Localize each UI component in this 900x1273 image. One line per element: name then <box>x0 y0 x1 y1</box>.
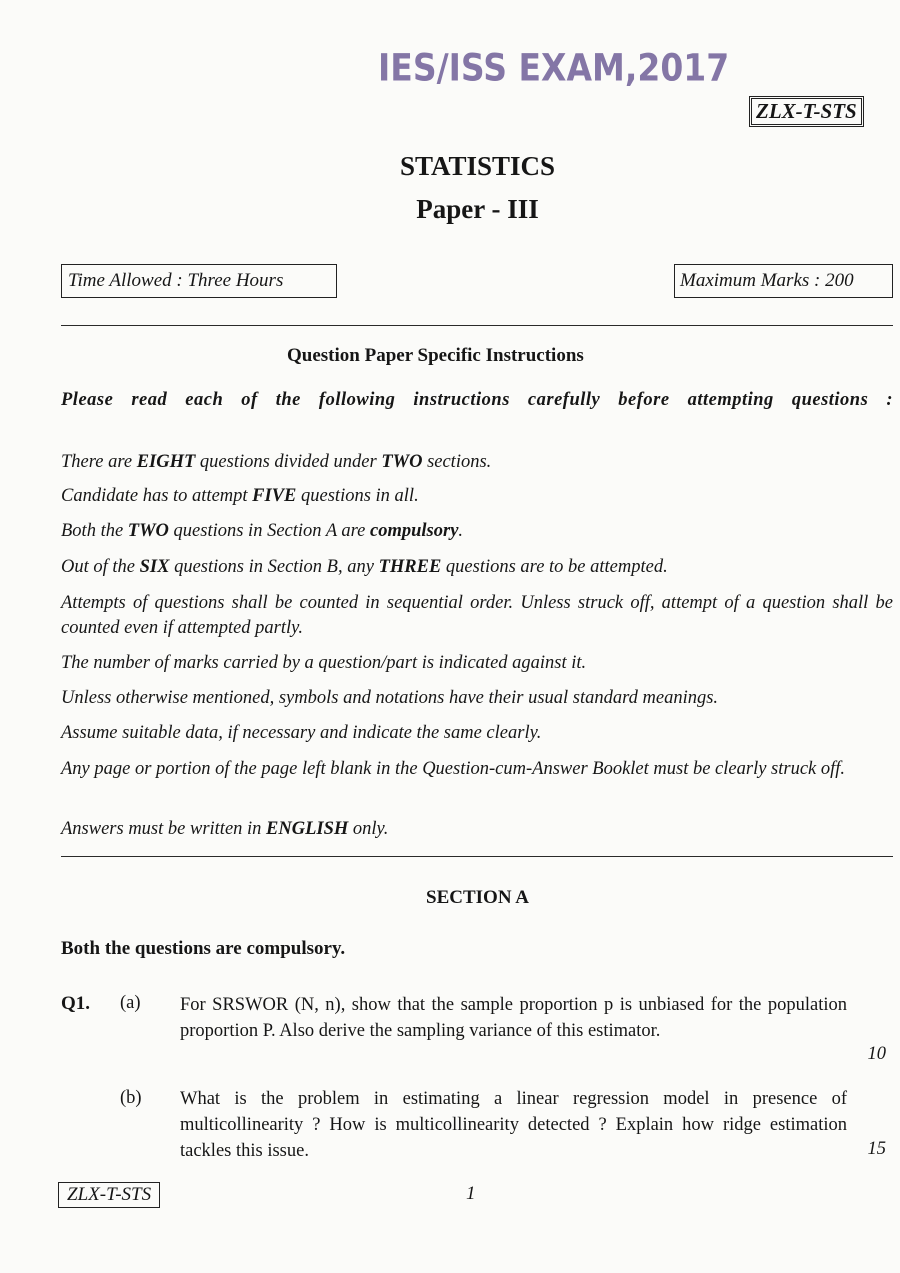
instruction-item: Both the TWO questions in Section A are compulsory. <box>61 521 464 541</box>
instruction-item: Assume suitable data, if necessary and indicate the same clearly. <box>61 723 542 743</box>
question-part-label: (b) <box>120 1088 142 1108</box>
subject-title: STATISTICS <box>399 151 556 181</box>
maximum-marks-box: Maximum Marks : 200 <box>674 264 893 298</box>
instruction-item: The number of marks carried by a question/part is indicated against it. <box>61 653 587 673</box>
paper-code-box: ZLX-T-STS <box>749 96 864 127</box>
paper-title: Paper - III <box>416 194 539 224</box>
instruction-item: Unless otherwise mentioned, symbols and notations have their usual standard meanings. <box>61 688 719 708</box>
section-subheading: Both the questions are compulsory. <box>61 938 346 959</box>
instruction-item: Out of the SIX questions in Section B, any THREE questions are to be attempted. <box>61 557 668 577</box>
page-number: 1 <box>466 1183 476 1204</box>
question-marks: 10 <box>867 1044 886 1064</box>
section-heading: SECTION A <box>426 887 529 908</box>
question-part-label: (a) <box>120 993 141 1013</box>
instruction-item: Any page or portion of the page left blank in the Question-cum-Answer Booklet must be clearly struck off. <box>61 759 846 779</box>
time-allowed-box: Time Allowed : Three Hours <box>61 264 337 298</box>
divider <box>61 856 893 857</box>
instruction-item: Answers must be written in ENGLISH only. <box>61 819 389 839</box>
instruction-item: There are EIGHT questions divided under TWO sections. <box>61 452 492 472</box>
instruction-item: Candidate has to attempt FIVE questions in all. <box>61 486 419 506</box>
instruction-item: Attempts of questions shall be counted in sequential order. Unless struck off, attempt of a question shall be counted even if attempted partly. <box>61 593 893 638</box>
instructions-heading: Question Paper Specific Instructions <box>287 345 584 366</box>
divider <box>61 325 893 326</box>
question-part-text: For SRSWOR (N, n), show that the sample proportion p is unbiased for the population proportion P. Also derive the sampling variance of this estimator. <box>180 995 847 1041</box>
question-part-text: What is the problem in estimating a linear regression model in presence of multicollinearity ? How is multicollinearity detected ? Explain how ridge estimation tackles this issue. <box>180 1089 847 1161</box>
exam-stamp: IES/ISS EXAM,2017 <box>378 46 730 90</box>
question-number: Q1. <box>61 993 91 1014</box>
footer-paper-code: ZLX-T-STS <box>58 1182 160 1208</box>
question-marks: 15 <box>867 1139 886 1159</box>
instructions-lead: Please read each of the following instructions carefully before attempting questions : <box>61 390 893 410</box>
